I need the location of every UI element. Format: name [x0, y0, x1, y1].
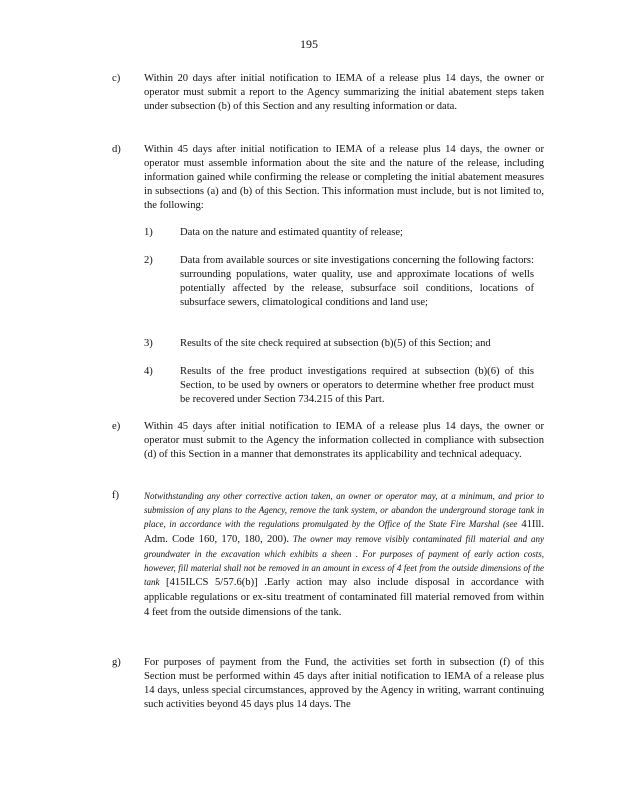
paragraph-text: Within 20 days after initial notification to IEMA of a release plus 14 days, the owner or operator must submit a report to the Agency summarizing the initial abatement steps taken under subsection (b) of this Section and any resulting information or data.: [144, 73, 544, 112]
subitem-label: 4): [144, 366, 153, 377]
paragraph-text: Within 45 days after initial notification to IEMA of a release plus 14 days, the owner or operator must assemble information about the site and the nature of the release, including information gained while confirming the release or completing the initial abatement measures in subsections (a) and (b) of this Section. This information must include, but is not limited to, the following:: [144, 144, 544, 211]
paragraph-label: f): [112, 490, 120, 501]
normal-text-2: [415ILCS 5/57.6(b)] .Early action may also include disposal in accordance with applicable regulations or ex-situ treatment of contaminated fill material removed from within 4 feet from the outside dimensions of the tank.: [144, 577, 544, 618]
paragraph-label: c): [112, 73, 121, 84]
subitem-label: 3): [144, 338, 153, 349]
paragraph-text: [144, 489, 544, 620]
paragraph-label: g): [112, 657, 121, 668]
normal-text-1: 41Ill. Adm. Code 160, 170, 180, 200).: [144, 519, 544, 545]
italic-text-2: The owner may remove visibly contaminated fill material and any groundwater in the excavation which exhibits a sheen . For purposes of payment of early action costs, however, fill material shall not be removed in an amount in excess of 4 feet from the outside dimensions of the tank: [144, 534, 545, 587]
paragraph-label: e): [112, 421, 121, 432]
page-number: 195: [300, 37, 318, 51]
paragraph-label: d): [112, 144, 121, 155]
paragraph-text: Within 45 days after initial notification to IEMA of a release plus 14 days, the owner or operator must submit to the Agency the information collected in compliance with subsection (d) of this Section in a manner that demonstrates its applicability and technical adequacy.: [144, 421, 544, 460]
subitem-label: 1): [144, 227, 153, 238]
subitem-text: Results of the free product investigations required at subsection (b)(6) of this Section, to be used by owners or operators to determine whether free product must be recovered under Section 734.215 of this Part.: [180, 366, 534, 405]
paragraph-text: For purposes of payment from the Fund, the activities set forth in subsection (f) of this Section must be performed within 45 days after initial notification to IEMA of a release plus 14 days, unless special circumstances, approved by the Agency in writing, warrant continuing such activities beyond 45 days plus 14 days. The: [144, 657, 544, 710]
subitem-text: Results of the site check required at subsection (b)(5) of this Section; and: [180, 338, 491, 349]
italic-text-1: Notwithstanding any other corrective action taken, an owner or operator may, at a minimum, and prior to submission of any plans to the Agency, remove the tank system, or abandon the underground storage tank in place, in accordance with the regulations promulgated by the Office of the State Fire Marshal (see: [144, 491, 544, 529]
subitem-text: Data from available sources or site investigations concerning the following factors: surrounding populations, water quality, use and approximate locations of wells potentially affected by the release, subsurface soil conditions, locations of subsurface sewers, climatological conditions and land use;: [180, 255, 534, 308]
subitem-text: Data on the nature and estimated quantity of release;: [180, 227, 403, 238]
subitem-label: 2): [144, 255, 153, 266]
